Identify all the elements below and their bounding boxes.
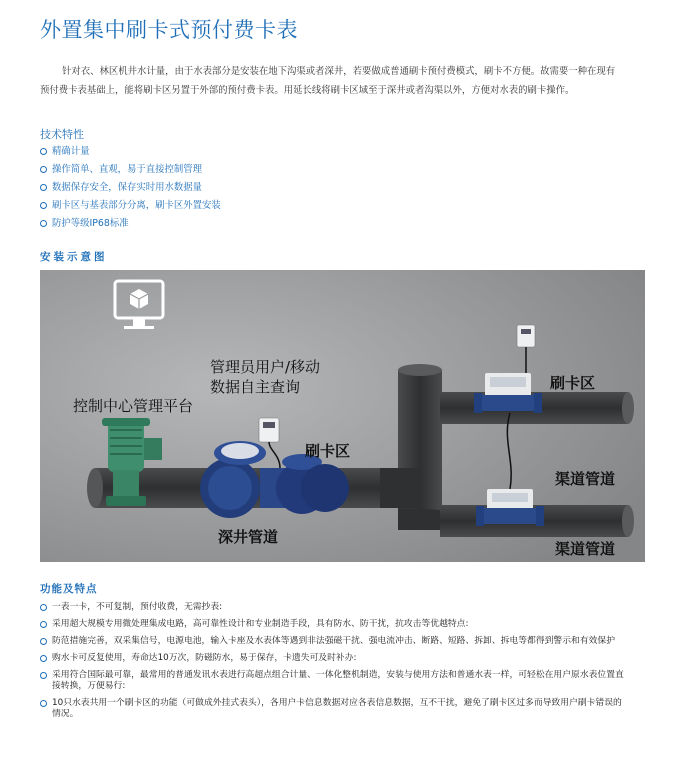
diagram-illustration: [40, 270, 645, 562]
bullet-icon: [40, 184, 47, 191]
bullet-icon: [40, 700, 47, 707]
bullet-icon: [40, 166, 47, 173]
installation-diagram: [40, 270, 645, 562]
channel-label-lower: 渠道管道: [555, 540, 616, 558]
channel-label-upper: 渠道管道: [555, 470, 616, 488]
card-area-center-label: 刷卡区: [305, 442, 351, 460]
feature-item: 采用符合国际最可靠，最常用的普通发讯水表进行高超点组合计量、一体化整机制造，安装与使用方法和普通水表一样，可轻松在用户原水表位置直接转换，万便易行:: [40, 670, 630, 692]
bullet-icon: [40, 604, 47, 611]
card-area-right-label: 刷卡区: [550, 374, 596, 392]
features-heading: 功能及特点: [40, 583, 98, 595]
intro-paragraph: 针对衣、林区机井水计量，由于水表部分是安装在地下沟渠或者深井，若要做成普通刷卡预付费模式，刷卡不方便。故需要一种在现有预付费卡表基础上，能将刷卡区另置于外部的预付费卡表。用延长线将刷卡区域至于深井或者沟渠以外，方便对水表的刷卡操作。: [40, 66, 616, 96]
diagram-heading: 安装示意图: [40, 251, 108, 263]
tech-item: 数据保存安全，保存实时用水数据量: [40, 179, 221, 197]
tech-item: 刷卡区与基表部分分离，刷卡区外置安装: [40, 197, 221, 215]
bullet-icon: [40, 202, 47, 209]
tech-item: 精确计量: [40, 143, 221, 161]
bullet-icon: [40, 672, 47, 679]
tech-item: 防护等级IP68标准: [40, 215, 221, 233]
page-title: 外置集中刷卡式预付费卡表: [40, 18, 298, 42]
admin-label-line1: 管理员用户/移动: [210, 358, 321, 376]
deep-well-label: 深井管道: [218, 528, 279, 546]
feature-item: 购水卡可反复使用，寿命达10万次，防磁防水，易于保存，卡遗失可及时补办:: [40, 653, 630, 664]
bullet-icon: [40, 655, 47, 662]
tech-item: 操作简单、直观，易于直接控制管理: [40, 161, 221, 179]
bullet-icon: [40, 621, 47, 628]
admin-label-line2: 数据自主查询: [210, 378, 301, 396]
feature-item: 一表一卡，不可复制，预付收费，无需抄表:: [40, 602, 630, 613]
control-center-label: 控制中心管理平台: [73, 397, 194, 415]
bullet-icon: [40, 638, 47, 645]
bullet-icon: [40, 148, 47, 155]
tech-heading: 技术特性: [40, 128, 84, 141]
bullet-icon: [40, 220, 47, 227]
tech-list: [40, 143, 221, 233]
features-list: [40, 602, 630, 726]
feature-item: 防范措施完善，双采集信号，电源电池，输入卡座及水表体等遇到非法强磁干扰、强电流冲击、断路、短路、拆卸、拆电等都得到警示和有效保护: [40, 636, 630, 647]
feature-item: 10只水表共用一个刷卡区的功能（可做成外挂式表头），各用户卡信息数据对应各表信息数据，互不干扰，避免了刷卡区过多而导致用户刷卡错误的情况。: [40, 698, 630, 720]
feature-item: 采用超大规模专用微处理集成电路，高可靠性设计和专业制造手段，具有防水、防干扰，抗攻击等优越特点:: [40, 619, 630, 630]
